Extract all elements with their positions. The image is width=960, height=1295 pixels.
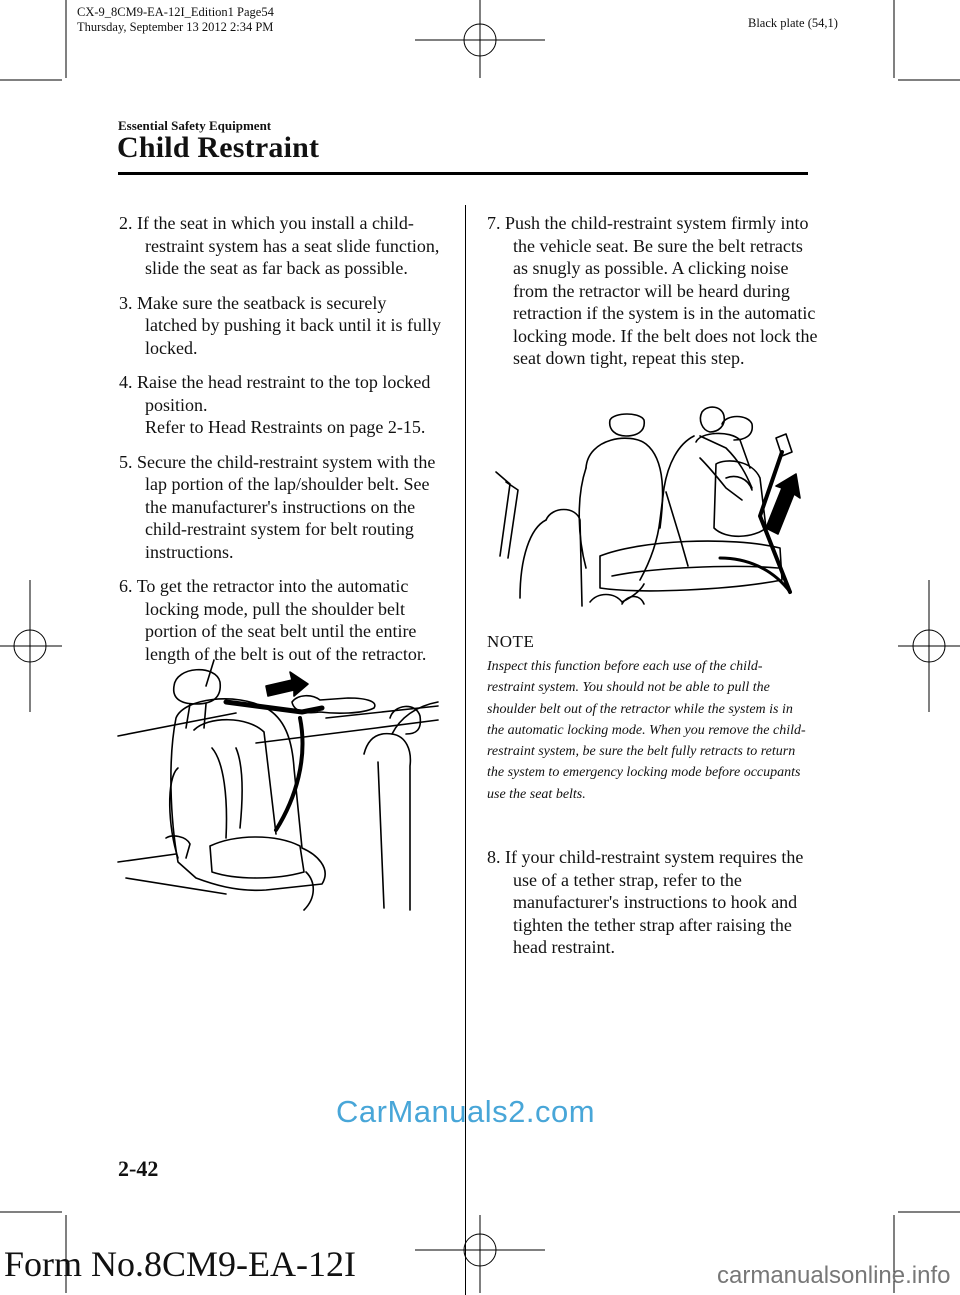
note-body: Inspect this function before each use of the child-restraint system. You should not be able to pull the shoulder belt out of the retractor while the system is in the automatic locking mode. When you remove the child-restraint system, be sure the belt fully retracts to return the system to emergency locking mode before occupants use the seat belts. — [487, 659, 806, 802]
form-number: Form No.8CM9-EA-12I — [4, 1244, 356, 1284]
right-column-lower — [487, 846, 822, 971]
list-item-2 — [119, 212, 441, 280]
print-header-line1: CX-9_8CM9-EA-12I_Edition1 Page54 — [77, 5, 274, 19]
item-number: 5. — [119, 451, 133, 472]
note-heading: NOTE — [487, 632, 535, 651]
item-text: Push the child-restraint system firmly into the vehicle seat. Be sure the belt retracts as snugly as possible. A clicking noise from the retractor will be heard during retraction if the system is in the automatic locking mode. If the belt does not lock the seat down tight, repeat this step. — [505, 213, 818, 368]
item-number: 8. — [487, 847, 501, 867]
right-column — [487, 212, 822, 382]
page-number: 2-42 — [118, 1156, 159, 1181]
watermark-site: carmanualsonline.info — [717, 1262, 951, 1289]
illustration-belt-pull — [116, 658, 438, 910]
watermark-carmanuals: CarManuals2.com — [336, 1094, 596, 1129]
note-box — [487, 632, 807, 805]
print-header-line2: Thursday, September 13 2012 2:34 PM — [77, 20, 274, 34]
item-text: If your child-restraint system requires the use of a tether strap, refer to the manufacturer's instructions to hook and tighten the tether strap after raising the head restraint. — [505, 847, 804, 957]
list-item-5 — [119, 451, 441, 564]
title-rule — [118, 172, 808, 175]
item-number: 2. — [119, 213, 133, 233]
list-item-6 — [119, 575, 441, 665]
list-item-3 — [119, 292, 441, 360]
list-item-8 — [487, 846, 822, 959]
page-title: Child Restraint — [117, 131, 320, 164]
print-header — [77, 5, 274, 35]
list-item-4 — [119, 371, 441, 439]
column-divider — [465, 205, 466, 1295]
item-text: Raise the head restraint to the top locked position. — [137, 372, 431, 415]
left-column — [119, 212, 441, 677]
item-text: Make sure the seatback is securely latched by pushing it back until it is fully locked. — [137, 292, 441, 358]
cross-reference: Refer to Head Restraints on page 2-15. — [145, 417, 426, 437]
item-text: Secure the child-restraint system with the lap portion of the lap/shoulder belt. See the manufacturer's instructions on the child-restraint system for belt routing instructions. — [137, 451, 436, 562]
item-number: 4. — [119, 372, 133, 392]
list-item-7 — [487, 212, 822, 370]
item-number: 7. — [487, 213, 501, 233]
section-label: Essential Safety Equipment — [118, 118, 272, 133]
item-text: If the seat in which you install a child-restraint system has a seat slide function, slide the seat as far back as possible. — [137, 213, 440, 278]
item-text: To get the retractor into the automatic locking mode, pull the shoulder belt portion of the seat belt until the entire length of the belt is out of the retractor. — [136, 576, 427, 664]
item-number: 6. — [119, 576, 133, 596]
illustration-push-seat — [490, 408, 812, 608]
plate-label: Black plate (54,1) — [748, 16, 838, 30]
item-number: 3. — [119, 292, 133, 313]
